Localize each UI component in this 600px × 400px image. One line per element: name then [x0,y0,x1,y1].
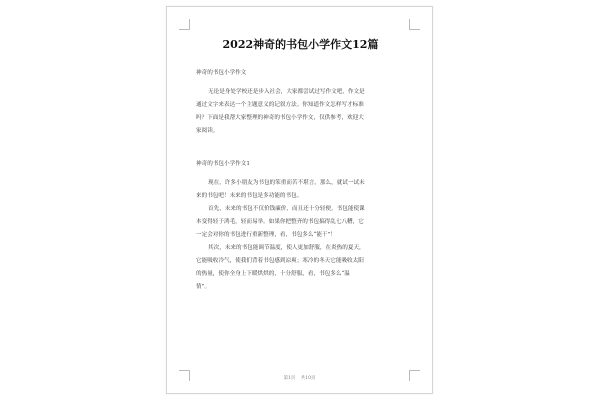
paragraph-line: 情”。 [196,284,211,290]
paragraph-line: 来的书包吧！未来的书包是多功能的书包。 [196,193,303,199]
paragraph-line: 首先，未来的书包不仅价钱廉价，而且还十分轻便，书包能使课 [208,206,365,212]
paragraph-line: 的热量，使你全身上下暖烘烘的，十分舒服，看，书包多么“温 [196,271,350,277]
paragraph-line: 其次，未来的书包能调节温度，使人更加舒服，在炎热的夏天， [208,245,365,251]
paragraph-line: 现在，许多小朋友为书包的笨重而苦不堪言，那么，就试一试未 [208,180,365,186]
document-page [166,6,433,394]
intro-line: 吗？下面是我帮大家整理的神奇的书包小学作文，仅供参考，欢迎大 [196,115,364,121]
paragraph-line: 它能吸收冷气，使我们背着书包感到凉爽；寒冷的冬天它能吸收太阳 [196,258,364,264]
intro-line: 无论是身处学校还是步入社会，大家都尝试过写作文吧，作文是 [208,89,365,95]
paragraph-line: 一定会对你的书包进行重新整理，看，书包多么“能干”！ [196,232,336,238]
intro-line: 通过文字来表达一个主题意义的记叙方法。你知道作文怎样写才标准 [196,102,364,108]
intro-heading: 神奇的书包小学作文 [196,70,247,76]
crop-mark-top-right [409,19,420,30]
page-total: 共10页 [300,376,316,381]
page-number: 第1页 [283,376,296,381]
document-content [196,37,405,294]
crop-mark-top-left [179,19,190,30]
section-heading: 神奇的书包小学作文1 [196,161,250,167]
intro-line: 家阅读。 [196,128,219,134]
document-title: 2022神奇的书包小学作文12篇 [222,38,379,51]
paragraph-line: 本变得轻于鸿毛，轻而易举。如果你把整齐的书包搞得乱七八糟，它 [196,219,364,225]
page-footer [167,375,432,381]
